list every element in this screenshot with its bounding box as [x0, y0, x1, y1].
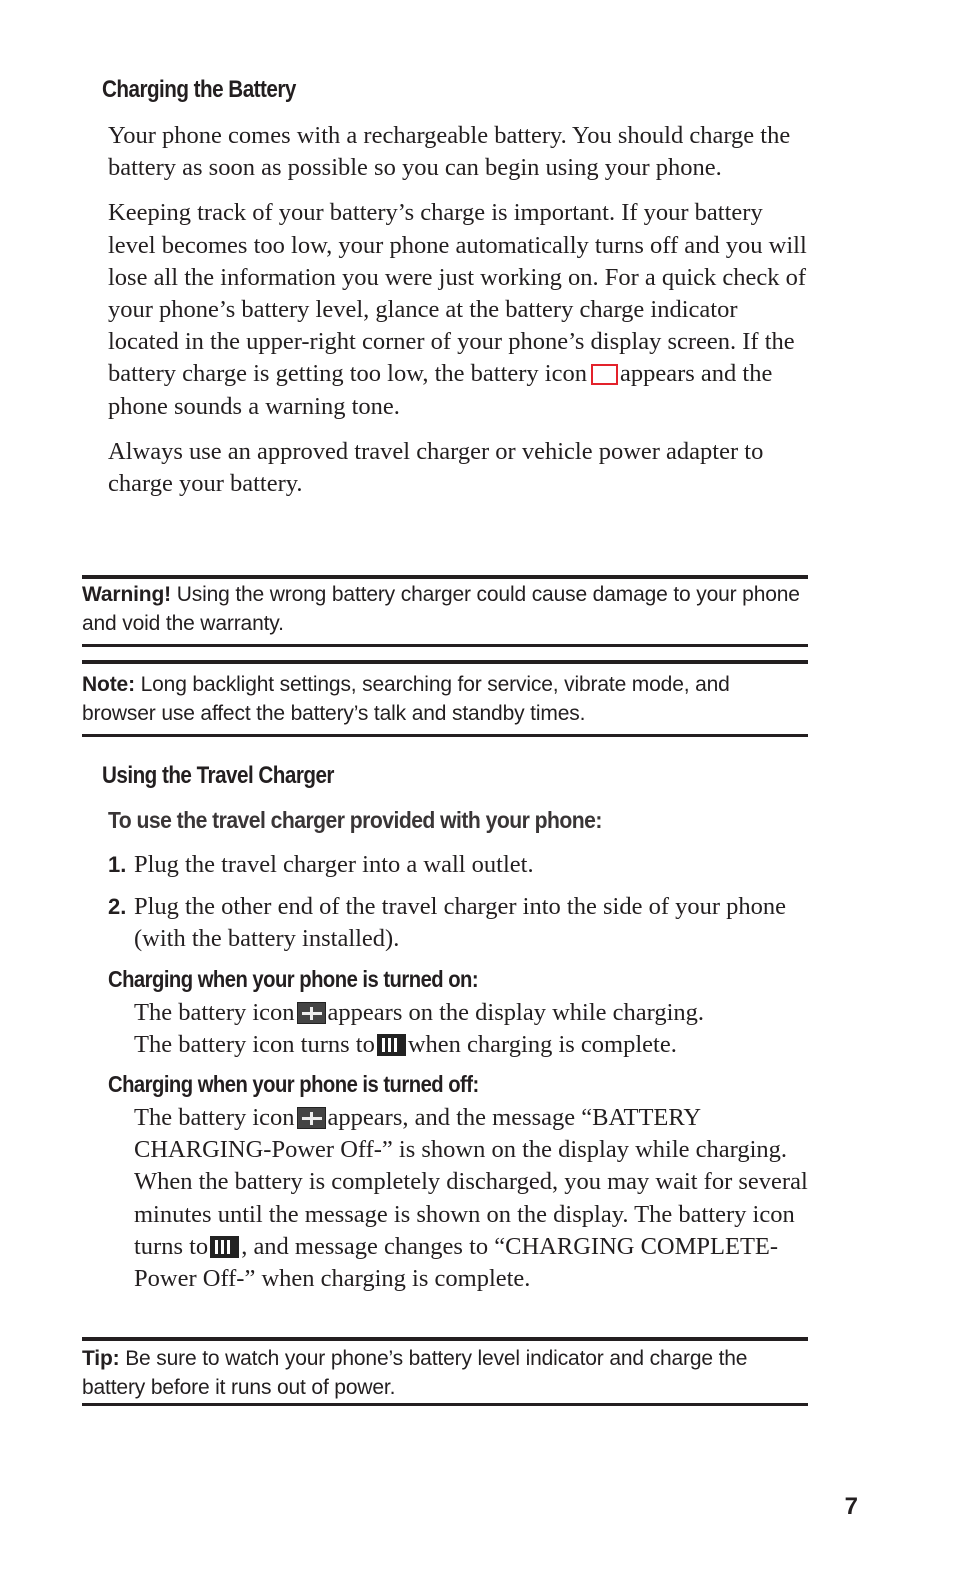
tip-label: Tip: [82, 1347, 120, 1370]
step-1 [108, 849, 808, 881]
subheading-turned-on: Charging when your phone is turned on: [108, 966, 479, 992]
paragraph: Your phone comes with a rechargeable battery. You should charge the battery as soon as possible so you can begin using your phone. [108, 122, 791, 182]
divider [82, 734, 808, 737]
battery-full-icon [377, 1034, 406, 1056]
battery-charging-icon [297, 1107, 326, 1129]
divider [82, 575, 808, 579]
warning-callout [82, 580, 808, 638]
note-callout [82, 670, 808, 728]
text-line: The battery icon turns to when charging is complete. [134, 1031, 677, 1059]
divider [82, 660, 808, 664]
step-text: Plug the other end of the travel charger into the side of your phone (with the battery installed). [134, 893, 787, 953]
step-2 [108, 891, 808, 955]
turned-off-text: The battery icon appears, and the message “BATTERY CHARGING-Power Off-” is shown on the display while charging. When the battery is completely discharged, you may wait for several minutes until the message is shown on the display. The battery icon turns to , and message changes to “CHARGING COMPLETE-Power Off-” when charging is complete. [134, 1104, 808, 1293]
tip-text: Be sure to watch your phone’s battery level indicator and charge the battery before it runs out of power. [82, 1347, 748, 1399]
divider [82, 1337, 808, 1341]
note-text: Long backlight settings, searching for service, vibrate mode, and browser use affect the battery’s talk and standby times. [82, 673, 730, 725]
battery-charging-icon [297, 1002, 326, 1024]
note-label: Note: [82, 673, 135, 696]
page-number: 7 [844, 1493, 858, 1520]
text-line: The battery icon appears on the display while charging. [134, 999, 705, 1026]
turned-on-text [134, 997, 809, 1061]
step-number: 1. [108, 852, 127, 877]
divider [82, 644, 808, 647]
paragraph: Keeping track of your battery’s charge is important. If your battery level becomes too low, your phone automatically turns off and you will lose all the information you were just working on. For a quick check of your phone’s battery level, glance at the battery charge indicator located in the upper-right corner of your phone’s display screen. If the battery charge is getting too low, the battery icon appears and the phone sounds a warning tone. [108, 199, 807, 420]
tip-callout [82, 1344, 808, 1402]
charging-body [108, 120, 808, 500]
subheading-turned-off: Charging when your phone is turned off: [108, 1071, 479, 1097]
divider [82, 1403, 808, 1406]
section-heading-charging: Charging the Battery [102, 76, 296, 103]
warning-text: Using the wrong battery charger could cause damage to your phone and void the warranty. [82, 583, 800, 635]
paragraph: Always use an approved travel charger or vehicle power adapter to charge your battery. [108, 437, 764, 498]
warning-label: Warning! [82, 583, 172, 606]
step-text: Plug the travel charger into a wall outlet. [134, 851, 534, 878]
instruction-lead: To use the travel charger provided with your phone: [108, 807, 602, 833]
battery-empty-icon [591, 364, 618, 385]
step-number: 2. [108, 894, 127, 919]
section-heading-travel-charger: Using the Travel Charger [102, 762, 334, 789]
battery-full-icon [210, 1236, 239, 1258]
